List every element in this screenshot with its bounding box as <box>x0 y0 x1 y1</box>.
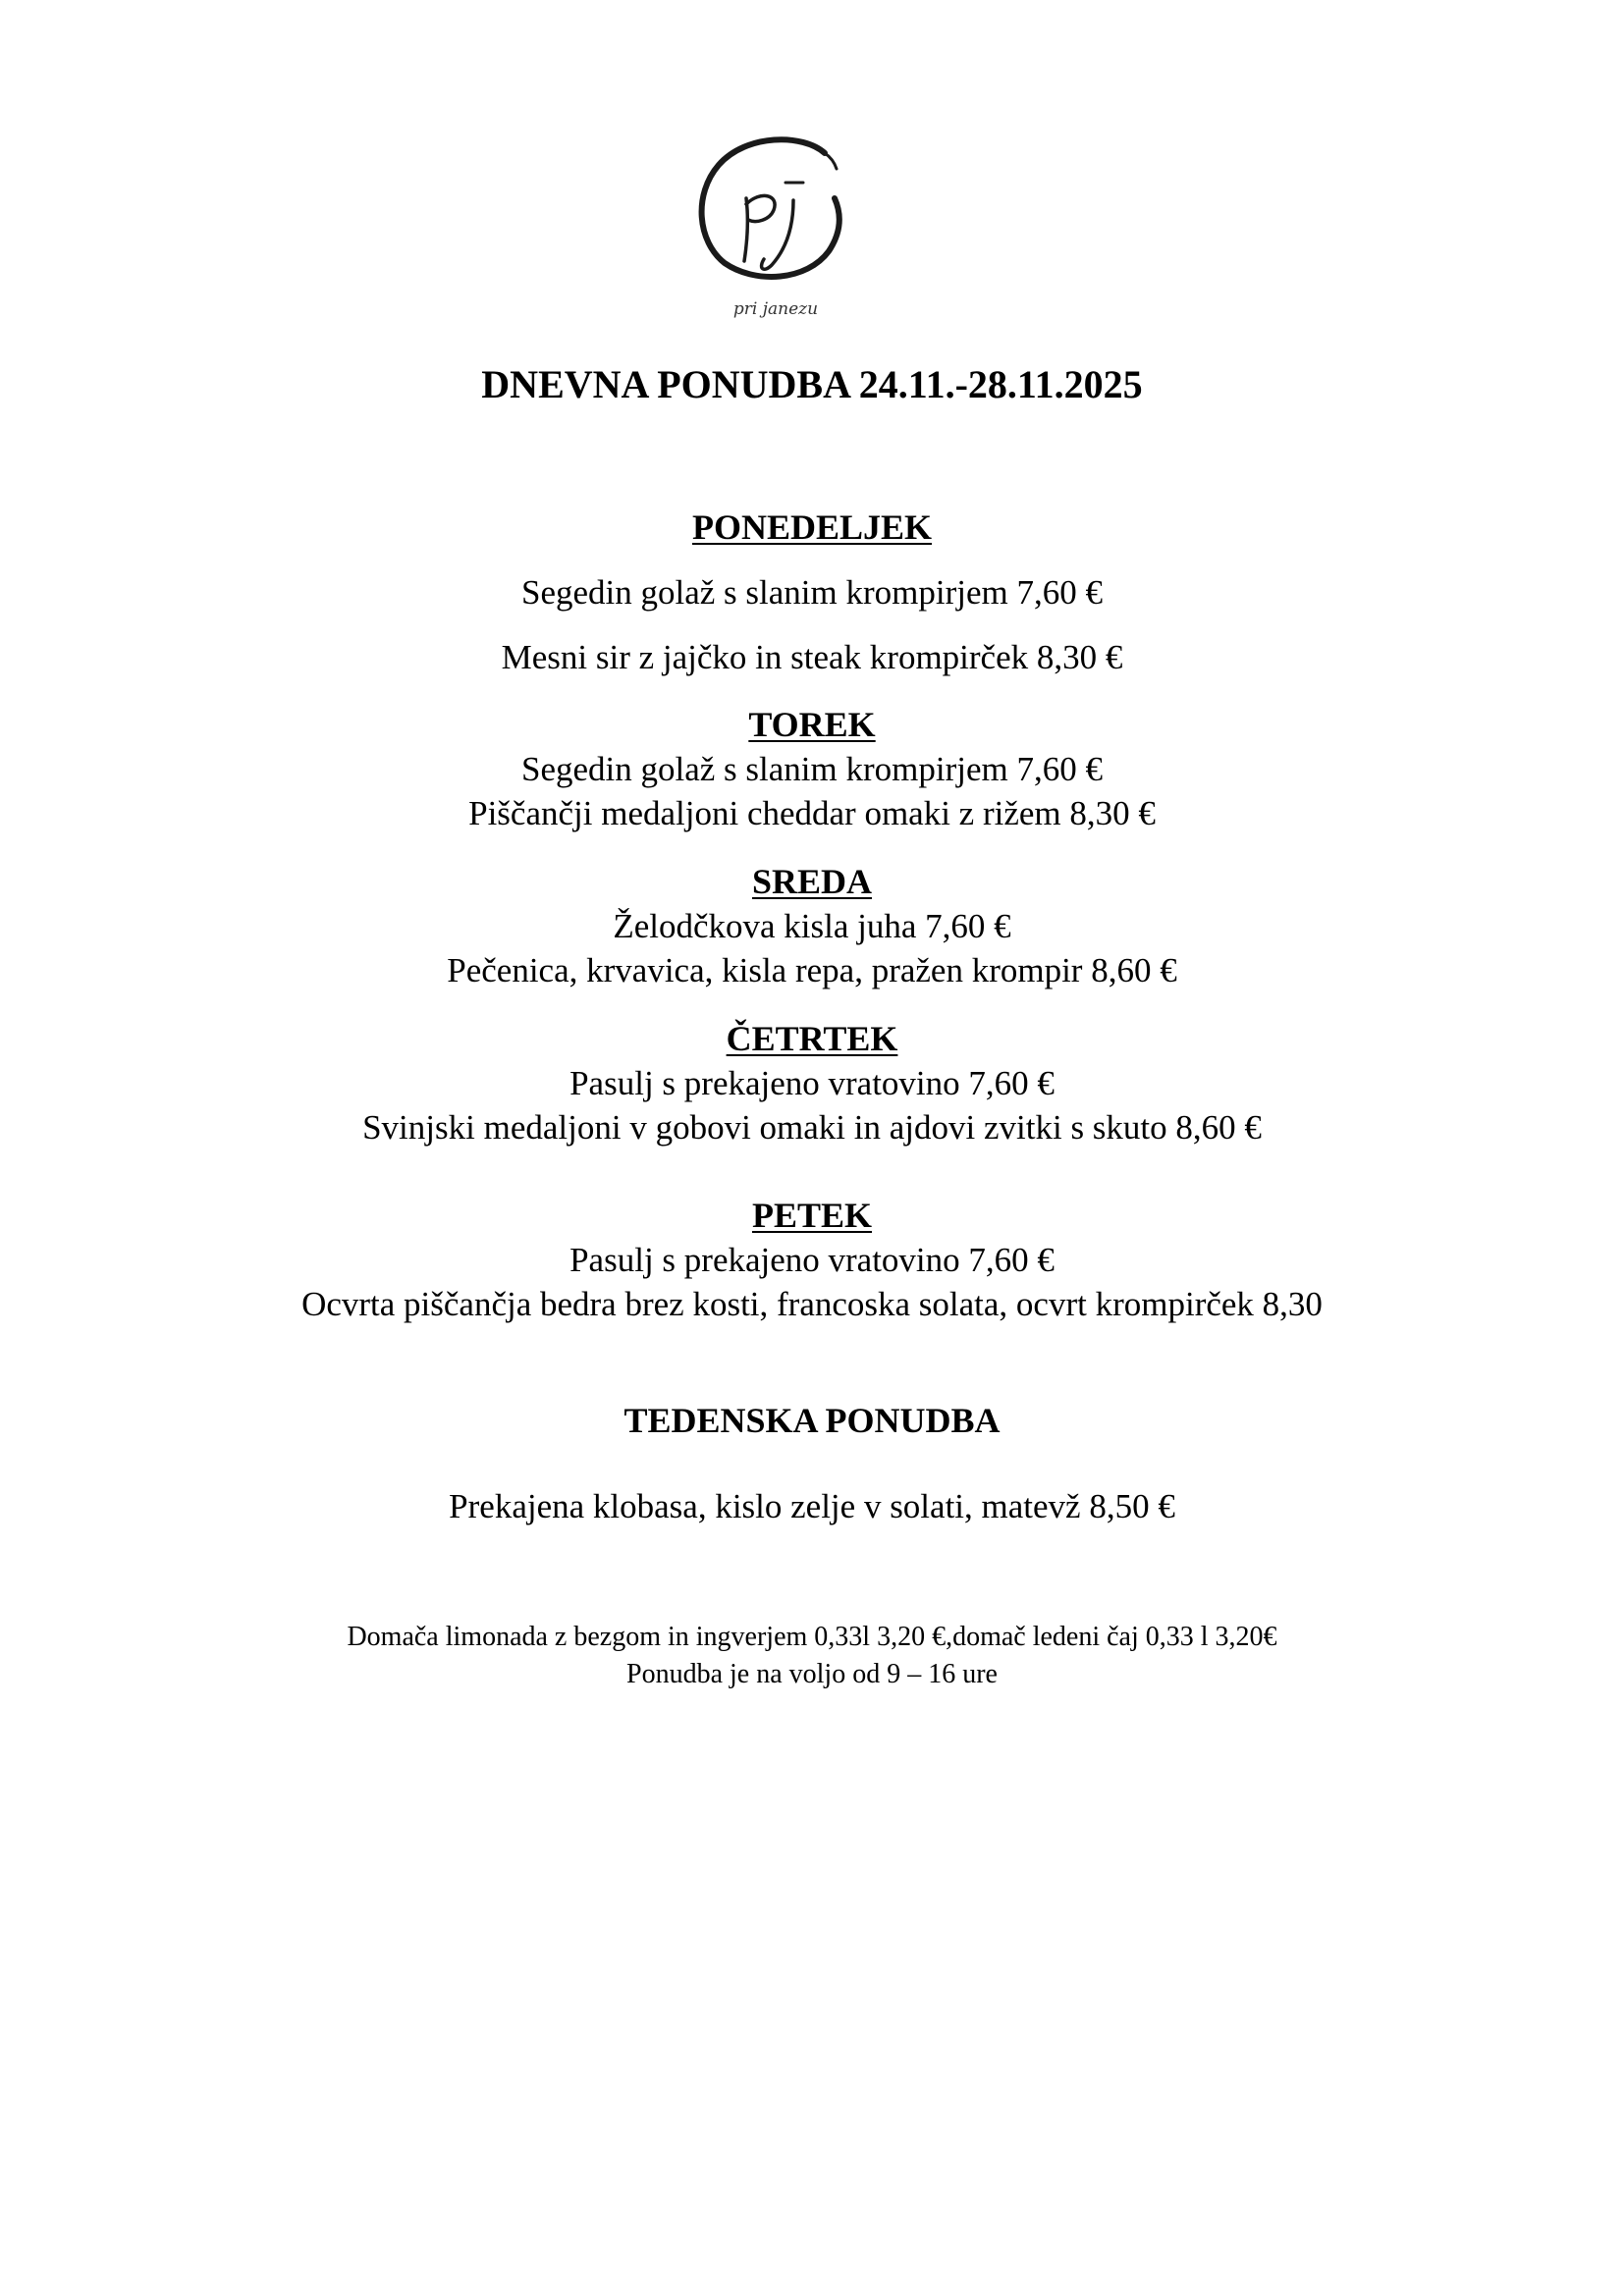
menu-item: Segedin golaž s slanim krompirjem 7,60 € <box>521 750 1103 788</box>
day-heading-cetrtek: ČETRTEK <box>726 1019 898 1058</box>
logo-brush-circle <box>702 139 839 277</box>
menu-item: Mesni sir z jajčko in steak krompirček 8,30 € <box>501 638 1123 676</box>
page-title: DNEVNA PONUDBA 24.11.-28.11.2025 <box>481 362 1143 406</box>
day-heading-sreda: SREDA <box>751 862 873 901</box>
day-heading-petek: PETEK <box>751 1196 873 1235</box>
day-heading-ponedeljek: PONEDELJEK <box>691 507 933 547</box>
weekly-offer-item: Prekajena klobasa, kislo zelje v solati, matevž 8,50 € <box>449 1487 1175 1525</box>
logo-monogram-p <box>744 195 775 261</box>
restaurant-logo <box>677 126 874 322</box>
menu-item: Piščančji medaljoni cheddar omaki z rižem 8,30 € <box>468 794 1156 832</box>
menu-item: Svinjski medaljoni v gobovi omaki in ajdovi zvitki s skuto 8,60 € <box>362 1108 1262 1147</box>
menu-item: Pasulj s prekajeno vratovino 7,60 € <box>569 1241 1055 1279</box>
logo-monogram-j <box>762 200 793 269</box>
availability-note: Ponudba je na voljo od 9 – 16 ure <box>626 1659 998 1689</box>
menu-item: Ocvrta piščančja bedra brez kosti, francoska solata, ocvrt krompirček 8,30 <box>301 1285 1323 1323</box>
logo-script-text: pri janezu <box>732 299 819 319</box>
drinks-note: Domača limonada z bezgom in ingverjem 0,33l 3,20 €,domač ledeni čaj 0,33 l 3,20€ <box>347 1622 1277 1652</box>
weekly-offer-heading: TEDENSKA PONUDBA <box>623 1401 1001 1440</box>
menu-item: Pečenica, krvavica, kisla repa, pražen krompir 8,60 € <box>447 951 1177 989</box>
menu-item: Segedin golaž s slanim krompirjem 7,60 € <box>521 573 1103 612</box>
menu-item: Pasulj s prekajeno vratovino 7,60 € <box>569 1064 1055 1102</box>
day-heading-torek: TOREK <box>748 705 876 744</box>
menu-item: Želodčkova kisla juha 7,60 € <box>613 907 1011 945</box>
